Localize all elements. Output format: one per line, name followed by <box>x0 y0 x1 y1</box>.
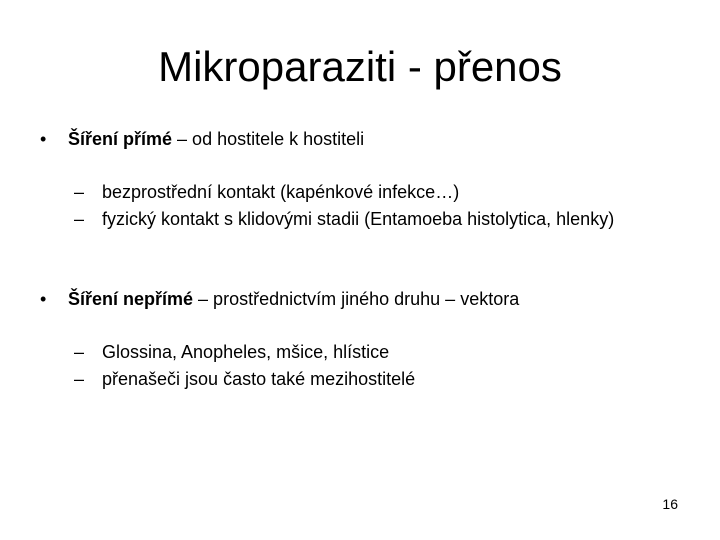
slide-title: Mikroparaziti - přenos <box>158 43 562 90</box>
dash-icon: – <box>74 209 85 229</box>
subitem <box>74 341 389 363</box>
bullet-lead: Šíření nepřímé <box>68 289 194 309</box>
bullet-text: – od hostitele k hostiteli <box>172 129 365 149</box>
dash-icon: – <box>74 369 85 389</box>
bullet-lead: Šíření přímé <box>68 129 173 149</box>
dash-icon: – <box>74 182 85 202</box>
subitem <box>74 181 459 203</box>
subitem-text: bezprostřední kontakt (kapénkové infekce…) <box>102 182 460 202</box>
bullet-direct-spread <box>40 128 364 150</box>
bullet-indirect-spread <box>40 288 519 310</box>
dash-icon: – <box>74 342 85 362</box>
subitem-text: fyzický kontakt s klidovými stadii (Entamoeba histolytica, hlenky) <box>102 209 615 229</box>
bullet-text: – prostřednictvím jiného druhu – vektora <box>193 289 520 309</box>
subitem-text: Glossina, Anopheles, mšice, hlístice <box>102 342 390 362</box>
bullet-dot-icon: • <box>40 129 47 149</box>
subitem <box>74 208 614 230</box>
subitem-text: přenašeči jsou často také mezihostitelé <box>102 369 416 389</box>
page-number: 16 <box>662 496 678 512</box>
bullet-dot-icon: • <box>40 289 47 309</box>
subitem <box>74 368 415 390</box>
